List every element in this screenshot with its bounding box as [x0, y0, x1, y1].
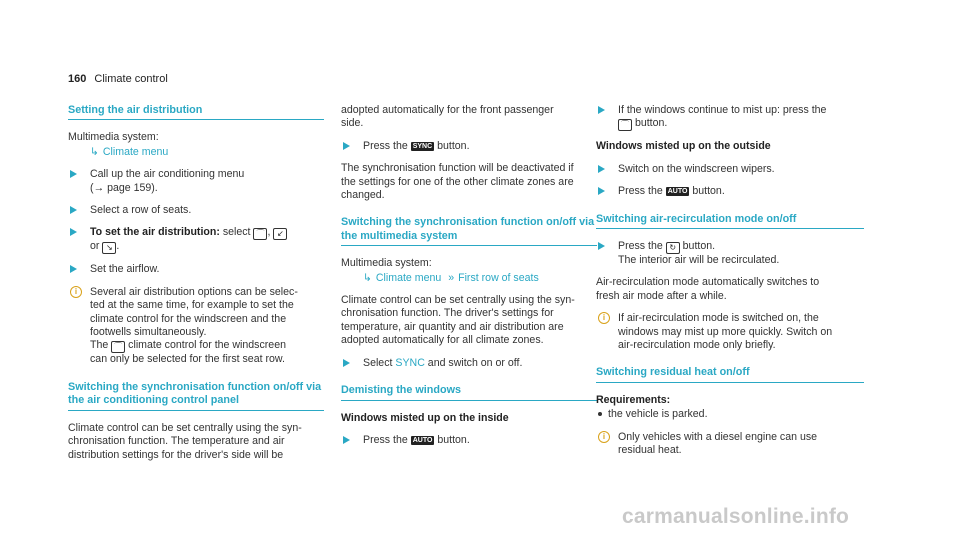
- upper-airflow-icon: ↙: [273, 228, 287, 240]
- path-double-arrow-icon: »: [448, 271, 455, 284]
- step: If the windows continue to mist up: press the ⌒ button.: [596, 104, 864, 131]
- path-arrow-icon: ↳: [90, 145, 99, 158]
- max-defrost-icon: ⌒: [618, 119, 632, 131]
- sync-link[interactable]: SYNC: [395, 356, 425, 369]
- watermark: carmanualsonline.info: [622, 505, 850, 528]
- menu-path[interactable]: ↳ Climate menu: [90, 145, 169, 158]
- note: i Several air distribution options can be selec- ted at the same time, for example to set the climate control for the windscreen and the footwells simultaneously. The ⌒ climate control for the windscreen can only be selected for the first seat row.: [68, 286, 324, 367]
- section-heading-residual-heat: Switching residual heat on/off: [596, 366, 864, 382]
- column-left: [68, 104, 324, 471]
- step-triangle-icon: [343, 436, 350, 444]
- path-arrow-icon: ↳: [363, 271, 372, 284]
- column-middle: [341, 104, 597, 456]
- page-number: 160: [68, 73, 87, 85]
- step-triangle-icon: [598, 187, 605, 195]
- step-triangle-icon: [70, 170, 77, 178]
- paragraph: The synchronisation function will be deactivated if the settings for one of the other climate zones are changed.: [341, 162, 574, 202]
- step-triangle-icon: [70, 265, 77, 273]
- requirements-label: Requirements:: [596, 393, 671, 406]
- bullet-icon: [598, 412, 602, 416]
- section-heading-recirculation: Switching air-recirculation mode on/off: [596, 213, 864, 229]
- sync-key-icon: SYNC: [412, 142, 433, 150]
- menu-path[interactable]: ↳ Climate menu » First row of seats: [363, 271, 539, 284]
- windscreen-airflow-icon: ⌒: [111, 341, 125, 353]
- info-icon: i: [70, 286, 82, 298]
- step: Press the AUTO button.: [596, 185, 864, 198]
- step-triangle-icon: [70, 228, 77, 236]
- footwell-airflow-icon: ↘: [102, 242, 116, 254]
- section-heading-demisting: Demisting the windows: [341, 384, 597, 400]
- column-right: [596, 104, 864, 467]
- system-label: Multimedia system:: [341, 257, 432, 270]
- step: Select SYNC and switch on or off.: [341, 357, 597, 370]
- step-triangle-icon: [598, 242, 605, 250]
- chapter-title: Climate control: [94, 73, 168, 85]
- paragraph: Climate control can be set centrally using the syn- chronisation function. The temperature and air distribution settings for the driver's side will be: [68, 421, 302, 461]
- paragraph: Air-recirculation mode automatically switches to fresh air mode after a while.: [596, 276, 820, 302]
- note: i Only vehicles with a diesel engine can use residual heat.: [596, 431, 864, 458]
- list-item: the vehicle is parked.: [596, 408, 864, 421]
- step: Press the AUTO button.: [341, 434, 597, 447]
- section-heading-sync-panel: Switching the synchronisation function on/off via the air conditioning control panel: [68, 381, 324, 411]
- note: i If air-recirculation mode is switched on, the windows may mist up more quickly. Switch on air-recirculation mode only briefly.: [596, 312, 864, 352]
- section-heading-air-distribution: Setting the air distribution: [68, 104, 324, 120]
- page-header: [68, 73, 168, 85]
- system-label: Multimedia system:: [68, 131, 159, 144]
- recirculation-icon: ↻: [666, 242, 680, 254]
- section-heading-sync-multimedia: Switching the synchronisation function on/off via the multimedia system: [341, 216, 597, 246]
- paragraph: adopted automatically for the front passenger side.: [341, 104, 554, 130]
- auto-key-icon: AUTO: [667, 188, 688, 196]
- step: Select a row of seats.: [68, 204, 324, 217]
- step: To set the air distribution: select ⌒ , ↙ or ↘ .: [68, 226, 324, 254]
- step: Set the airflow.: [68, 263, 324, 276]
- paragraph: Climate control can be set centrally using the syn- chronisation function. The driver's settings for temperature, air quantity and air distribution are adopted automatically for all climate zones.: [341, 294, 575, 347]
- info-icon: i: [598, 431, 610, 443]
- auto-key-icon: AUTO: [412, 436, 433, 444]
- step: Call up the air conditioning menu (→ page 159).: [68, 168, 324, 195]
- step-triangle-icon: [343, 142, 350, 150]
- step: Press the ↻ button. The interior air will be recirculated.: [596, 240, 864, 267]
- step: Switch on the windscreen wipers.: [596, 163, 864, 176]
- windscreen-airflow-icon: ⌒: [253, 228, 267, 240]
- step-triangle-icon: [343, 359, 350, 367]
- step: Press the SYNC button.: [341, 140, 597, 153]
- info-icon: i: [598, 312, 610, 324]
- step-triangle-icon: [598, 106, 605, 114]
- step-triangle-icon: [598, 165, 605, 173]
- subheading-inside: Windows misted up on the inside: [341, 411, 509, 424]
- subheading-outside: Windows misted up on the outside: [596, 140, 771, 153]
- step-triangle-icon: [70, 206, 77, 214]
